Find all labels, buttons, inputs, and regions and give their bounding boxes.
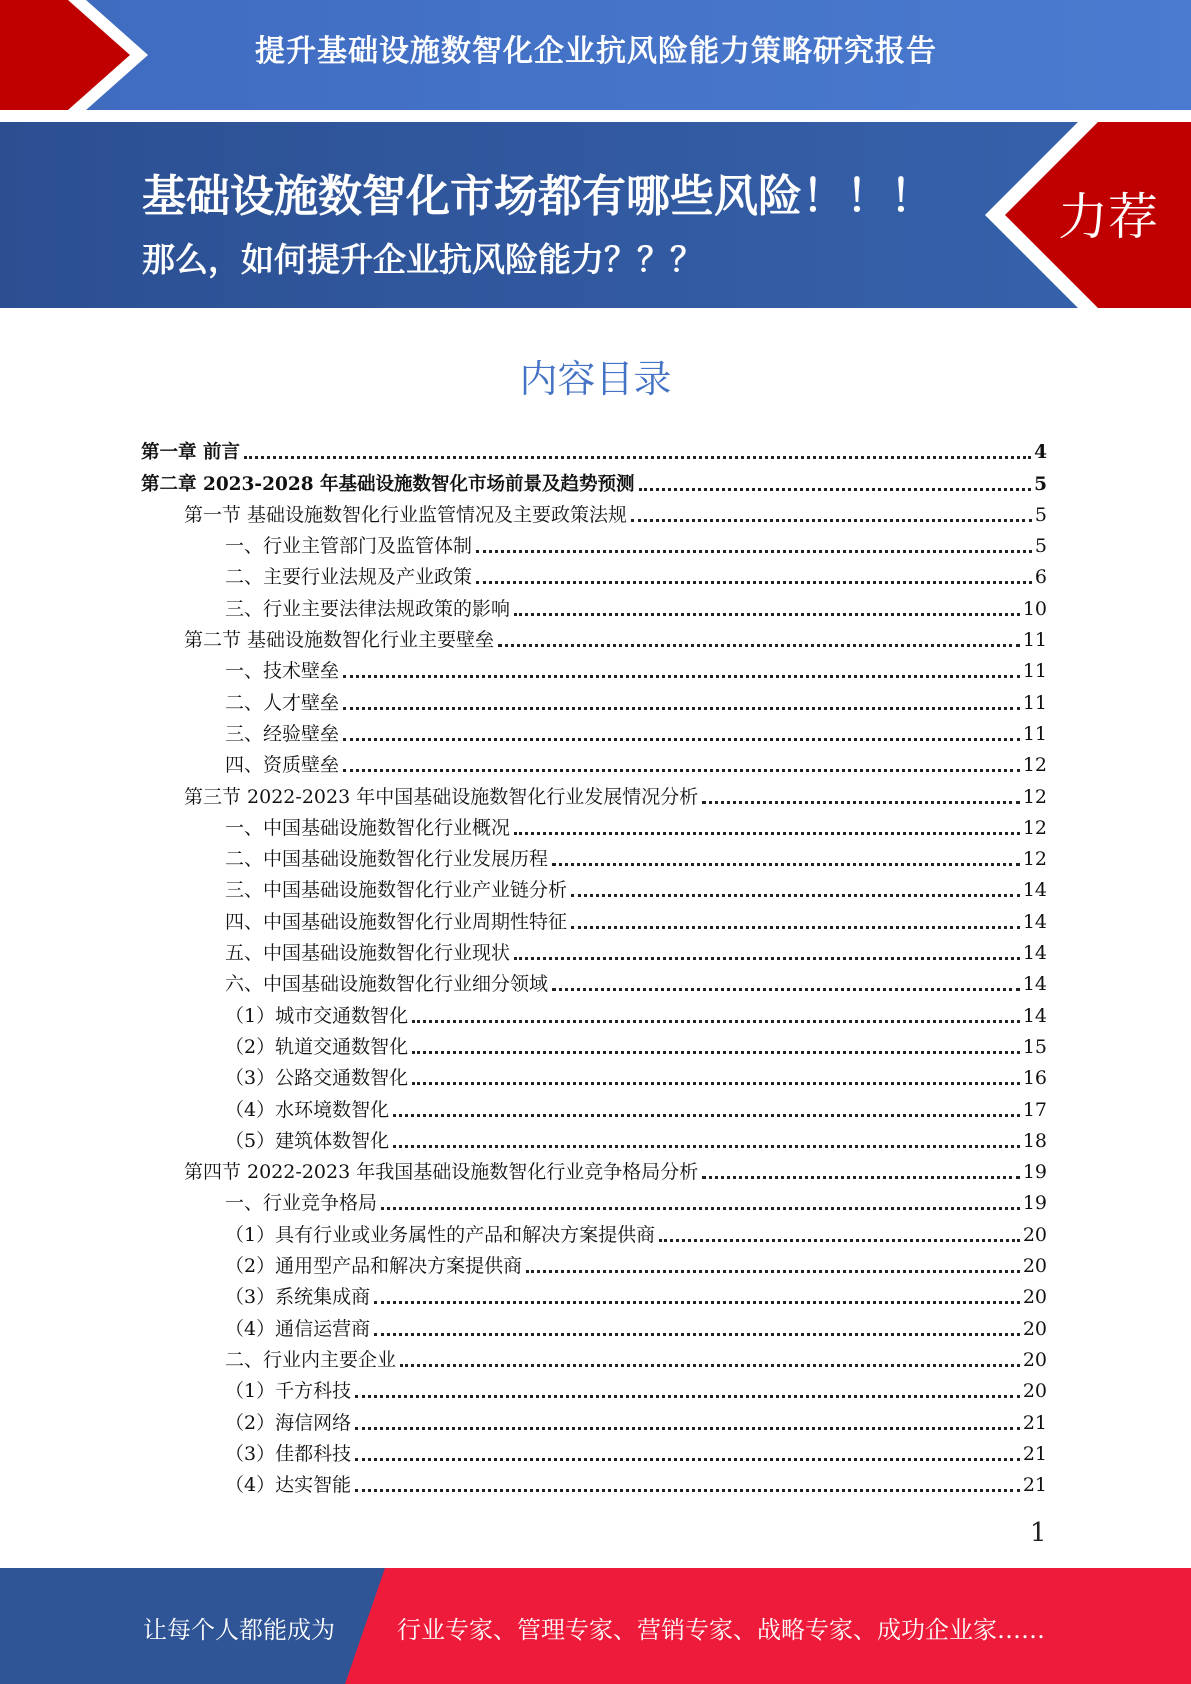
toc-entry-title: （1）具有行业或业务属性的产品和解决方案提供商 — [225, 1223, 656, 1246]
toc-entry-page: 14 — [1022, 942, 1047, 965]
toc-dot-leader — [476, 550, 1032, 553]
toc-entry[interactable] — [141, 781, 1047, 812]
toc-dot-leader — [381, 1207, 1020, 1210]
toc-entry-page: 20 — [1022, 1380, 1047, 1403]
toc-entry-title: （2）轨道交通数智化 — [225, 1035, 409, 1058]
toc-entry-page: 11 — [1022, 722, 1047, 745]
toc-entry-page: 17 — [1022, 1098, 1047, 1121]
toc-entry[interactable] — [141, 1345, 1047, 1376]
toc-entry-title: （4）水环境数智化 — [225, 1098, 390, 1121]
toc-dot-leader — [702, 801, 1020, 804]
toc-dot-leader — [393, 1114, 1020, 1117]
toc-entry-title: 第四节 2022-2023 年我国基础设施数智化行业竞争格局分析 — [184, 1161, 699, 1184]
toc-dot-leader — [498, 644, 1020, 647]
toc-dot-leader — [571, 926, 1020, 929]
toc-dot-leader — [659, 1239, 1020, 1242]
toc-dot-leader — [343, 738, 1020, 741]
toc-entry-page: 11 — [1022, 691, 1047, 714]
toc-entry-page: 21 — [1022, 1442, 1047, 1465]
toc-entry-title: 一、中国基础设施数智化行业概况 — [225, 816, 511, 839]
toc-entry-page: 15 — [1022, 1035, 1047, 1058]
toc-entry-title: 三、经验壁垒 — [225, 722, 340, 745]
toc-entry[interactable] — [141, 1282, 1047, 1313]
toc-entry[interactable] — [141, 1000, 1047, 1031]
toc-entry-page: 4 — [1034, 442, 1047, 464]
headline: 基础设施数智化市场都有哪些风险！！！ — [142, 171, 934, 222]
toc-dot-leader — [631, 519, 1032, 522]
toc-entry[interactable] — [141, 1439, 1047, 1470]
toc-entry-title: 二、行业内主要企业 — [225, 1348, 397, 1371]
footer-banner — [0, 1568, 1191, 1684]
toc-entry[interactable] — [141, 1126, 1047, 1157]
toc-entry-title: （5）建筑体数智化 — [225, 1129, 390, 1152]
toc-entry[interactable] — [141, 813, 1047, 844]
toc-dot-leader — [355, 1489, 1020, 1492]
toc-entry-title: 第二节 基础设施数智化行业主要壁垒 — [184, 629, 495, 652]
toc-entry[interactable] — [141, 687, 1047, 718]
toc-entry-title: （2）通用型产品和解决方案提供商 — [225, 1255, 523, 1278]
toc-entry[interactable] — [141, 562, 1047, 593]
toc-dot-leader — [355, 1395, 1020, 1398]
page-number: 1 — [1030, 1518, 1047, 1548]
toc-dot-leader — [343, 675, 1020, 678]
toc-entry-page: 5 — [1034, 535, 1047, 558]
toc-entry[interactable] — [141, 656, 1047, 687]
toc-entry-page: 12 — [1022, 754, 1047, 777]
toc-entry-page: 20 — [1022, 1255, 1047, 1278]
toc-entry-title: 第三节 2022-2023 年中国基础设施数智化行业发展情况分析 — [184, 785, 699, 808]
toc-dot-leader — [702, 1176, 1020, 1179]
toc-entry-title: 一、行业竞争格局 — [225, 1192, 378, 1215]
toc-entry-page: 6 — [1034, 566, 1047, 589]
toc-entry-title: 一、行业主管部门及监管体制 — [225, 535, 473, 558]
toc-dot-leader — [355, 1458, 1020, 1461]
toc-entry-title: 六、中国基础设施数智化行业细分领域 — [225, 973, 549, 996]
toc-entry-title: 二、主要行业法规及产业政策 — [225, 566, 473, 589]
toc-dot-leader — [552, 988, 1020, 991]
toc-entry-title: （2）海信网络 — [225, 1411, 352, 1434]
toc-entry-page: 21 — [1022, 1474, 1047, 1497]
toc-entry-title: 四、中国基础设施数智化行业周期性特征 — [225, 910, 568, 933]
toc-entry-title: （3）公路交通数智化 — [225, 1067, 409, 1090]
toc-dot-leader — [244, 456, 1031, 459]
toc-entry-page: 16 — [1022, 1067, 1047, 1090]
toc-entry-page: 11 — [1022, 629, 1047, 652]
toc-dot-leader — [571, 894, 1020, 897]
toc-entry-page: 5 — [1034, 503, 1047, 526]
toc-dot-leader — [343, 707, 1020, 710]
toc-entry-page: 12 — [1022, 848, 1047, 871]
toc-entry[interactable] — [141, 1407, 1047, 1438]
toc-entry[interactable] — [141, 468, 1047, 499]
toc-entry-title: 第二章 2023-2028 年基础设施数智化市场前景及趋势预测 — [141, 473, 635, 495]
headline-banner — [0, 122, 1191, 308]
toc-entry[interactable] — [141, 750, 1047, 781]
toc-entry-page: 14 — [1022, 973, 1047, 996]
toc-entry-page: 20 — [1022, 1223, 1047, 1246]
toc-entry-page: 20 — [1022, 1317, 1047, 1340]
toc-entry-title: 五、中国基础设施数智化行业现状 — [225, 942, 511, 965]
toc-dot-leader — [412, 1020, 1020, 1023]
toc-entry[interactable] — [141, 531, 1047, 562]
toc-entry-page: 19 — [1022, 1192, 1047, 1215]
toc-entry-page: 19 — [1022, 1161, 1047, 1184]
toc-entry-title: 二、中国基础设施数智化行业发展历程 — [225, 848, 549, 871]
toc-dot-leader — [393, 1145, 1020, 1148]
toc-dot-leader — [412, 1051, 1020, 1054]
toc-entry-title: 三、行业主要法律法规政策的影响 — [225, 597, 511, 620]
toc-entry-page: 12 — [1022, 816, 1047, 839]
subheadline: 那么，如何提升企业抗风险能力？？？ — [142, 240, 703, 279]
toc-entry[interactable] — [141, 593, 1047, 624]
toc-entry-title: 第一节 基础设施数智化行业监管情况及主要政策法规 — [184, 503, 628, 526]
toc-entry[interactable] — [141, 1188, 1047, 1219]
toc-entry[interactable] — [141, 906, 1047, 937]
toc-dot-leader — [476, 581, 1032, 584]
toc-entry[interactable] — [141, 1094, 1047, 1125]
toc-entry[interactable] — [141, 1376, 1047, 1407]
toc-entry[interactable] — [141, 1157, 1047, 1188]
toc-entry[interactable] — [141, 938, 1047, 969]
toc-dot-leader — [514, 832, 1020, 835]
toc-entry-title: （1）千方科技 — [225, 1380, 352, 1403]
toc-entry[interactable] — [141, 969, 1047, 1000]
table-of-contents — [141, 437, 1047, 1501]
toc-entry[interactable] — [141, 437, 1047, 468]
toc-entry[interactable] — [141, 1470, 1047, 1501]
toc-entry[interactable] — [141, 1032, 1047, 1063]
toc-entry-page: 14 — [1022, 879, 1047, 902]
toc-dot-leader — [514, 613, 1020, 616]
toc-entry-title: 四、资质壁垒 — [225, 754, 340, 777]
toc-title: 内容目录 — [519, 357, 672, 401]
toc-entry[interactable] — [141, 1313, 1047, 1344]
toc-entry[interactable] — [141, 1063, 1047, 1094]
toc-dot-leader — [412, 1082, 1020, 1085]
toc-entry-page: 14 — [1022, 910, 1047, 933]
toc-entry-title: 一、技术壁垒 — [225, 660, 340, 683]
toc-entry-page: 18 — [1022, 1129, 1047, 1152]
toc-dot-leader — [639, 488, 1032, 491]
footer-slogan-left: 让每个人都能成为 — [143, 1616, 335, 1644]
toc-entry-title: （4）达实智能 — [225, 1474, 352, 1497]
toc-entry-page: 14 — [1022, 1004, 1047, 1027]
toc-entry-page: 10 — [1022, 597, 1047, 620]
report-header-strip — [0, 0, 1191, 110]
footer-slogan-right: 行业专家、管理专家、营销专家、战略专家、成功企业家…… — [397, 1616, 1045, 1644]
toc-entry-page: 20 — [1022, 1348, 1047, 1371]
toc-dot-leader — [374, 1333, 1020, 1336]
toc-entry-title: （4）通信运营商 — [225, 1317, 371, 1340]
toc-entry[interactable] — [141, 1219, 1047, 1250]
toc-entry-title: （3）佳都科技 — [225, 1442, 352, 1465]
toc-entry[interactable] — [141, 875, 1047, 906]
toc-entry[interactable] — [141, 844, 1047, 875]
recommend-badge: 力荐 — [1058, 188, 1158, 246]
toc-entry[interactable] — [141, 500, 1047, 531]
toc-entry[interactable] — [141, 1251, 1047, 1282]
toc-entry-title: 二、人才壁垒 — [225, 691, 340, 714]
toc-dot-leader — [343, 769, 1020, 772]
toc-dot-leader — [526, 1270, 1020, 1273]
toc-entry-page: 12 — [1022, 785, 1047, 808]
toc-dot-leader — [514, 957, 1020, 960]
toc-entry-page: 21 — [1022, 1411, 1047, 1434]
toc-dot-leader — [355, 1427, 1020, 1430]
toc-dot-leader — [552, 863, 1020, 866]
toc-entry-page: 5 — [1034, 473, 1047, 495]
toc-entry-page: 11 — [1022, 660, 1047, 683]
toc-entry-page: 20 — [1022, 1286, 1047, 1309]
toc-entry-title: （3）系统集成商 — [225, 1286, 371, 1309]
toc-entry-title: 三、中国基础设施数智化行业产业链分析 — [225, 879, 568, 902]
report-title: 提升基础设施数智化企业抗风险能力策略研究报告 — [255, 34, 937, 69]
toc-entry-title: 第一章 前言 — [141, 442, 240, 464]
toc-dot-leader — [374, 1301, 1020, 1304]
toc-entry-title: （1）城市交通数智化 — [225, 1004, 409, 1027]
toc-entry[interactable] — [141, 625, 1047, 656]
toc-dot-leader — [400, 1364, 1020, 1367]
toc-entry[interactable] — [141, 719, 1047, 750]
